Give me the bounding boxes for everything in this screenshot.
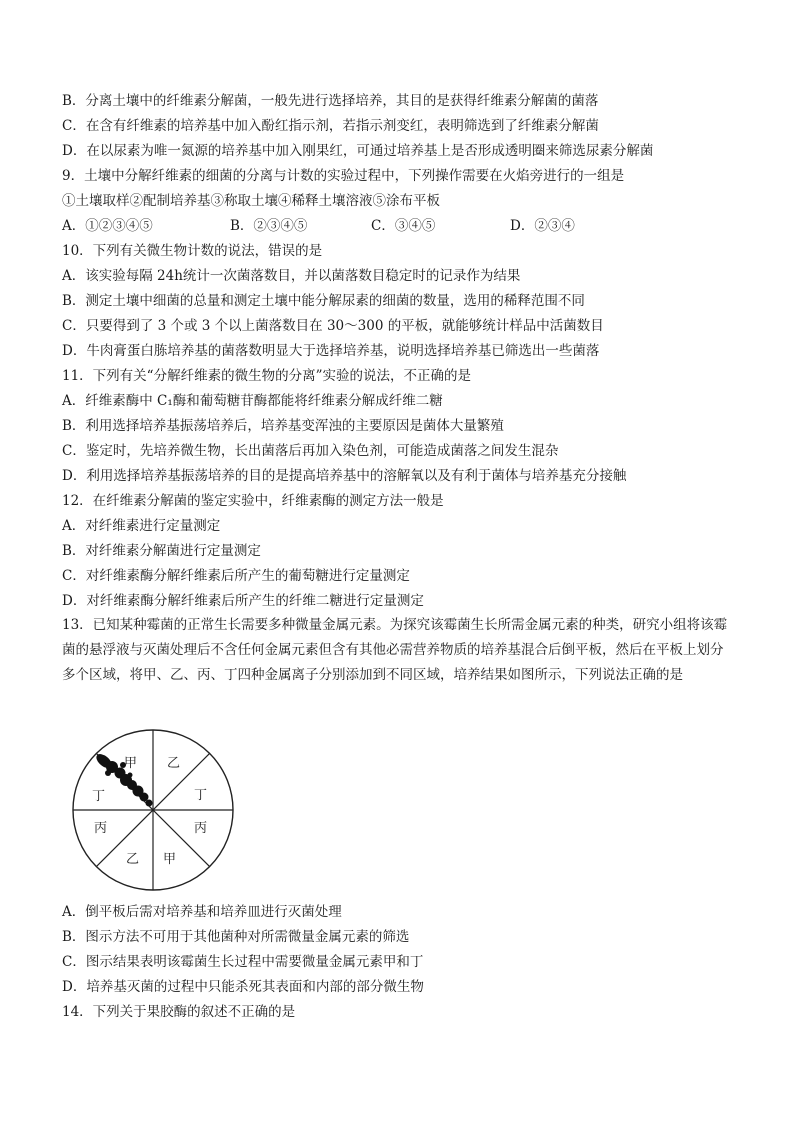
q13-option-d: D．培养基灭菌的过程中只能杀死其表面和内部的部分微生物 [62,979,424,995]
q12-option-d: D．对纤维素酶分解纤维素后所产生的纤维二糖进行定量测定 [62,593,424,609]
segment-label-6: 乙 [126,852,140,867]
segment-label-3: 丁 [194,788,208,803]
q11-option-b: B．利用选择培养基振荡培养后，培养基变浑浊的主要原因是菌体大量繁殖 [62,418,504,434]
q9-stem: 9．土壤中分解纤维素的细菌的分离与计数的实验过程中，下列操作需要在火焰旁进行的一组是 [62,168,625,184]
q13-option-c: C．图示结果表明该霉菌生长过程中需要微量金属元素甲和丁 [62,954,424,970]
segment-label-8: 丁 [92,789,106,804]
q9-steps: ①土壤取样②配制培养基③称取土壤④稀释土壤溶液⑤涂布平板 [62,193,440,209]
q9-option-d: D．②③④ [510,218,575,234]
petri-dish-svg [68,725,238,895]
q9-option-b: B．②③④⑤ [230,218,308,234]
q10-option-b: B．测定土壤中细菌的总量和测定土壤中能分解尿素的细菌的数量，选用的稀释范围不同 [62,293,585,309]
segment-label-1: 甲 [124,756,138,771]
q11-option-c: C．鉴定时，先培养微生物，长出菌落后再加入染色剂，可能造成菌落之间发生混杂 [62,443,559,459]
q12-option-c: C．对纤维素酶分解纤维素后所产生的葡萄糖进行定量测定 [62,568,410,584]
q9-option-c: C．③④⑤ [371,218,436,234]
q11-option-d: D．利用选择培养基振荡培养的目的是提高培养基中的溶解氧以及有利于菌体与培养基充分接触 [62,468,627,484]
q9-option-a: A．①②③④⑤ [62,218,153,234]
q10-stem: 10．下列有关微生物计数的说法，错误的是 [62,243,323,259]
segment-label-7: 丙 [94,821,108,836]
segment-label-5: 甲 [163,852,177,867]
q12-option-b: B．对纤维素分解菌进行定量测定 [62,543,261,559]
q12-option-a: A．对纤维素进行定量测定 [62,518,221,534]
petri-dish-figure [68,725,238,895]
segment-label-4: 丙 [194,821,208,836]
q8-option-b: B．分离土壤中的纤维素分解菌，一般先进行选择培养，其目的是获得纤维素分解菌的菌落 [62,93,599,109]
q13-stem: 13．已知某种霉菌的正常生长需要多种微量金属元素。为探究该霉菌生长所需金属元素的种类，研究小组将该霉菌的悬浮液与灭菌处理后不含任何金属元素但含有其他必需营养物质的培养基混合后倒平板，然后在平板上划分多个区域，将甲、乙、丙、丁四种金属离子分别添加到不同区域，培养结果如图所示，下列说法正确的是 [62,617,728,683]
q13-option-b: B．图示方法不可用于其他菌种对所需微量金属元素的筛选 [62,929,410,945]
q12-stem: 12．在纤维素分解菌的鉴定实验中，纤维素酶的测定方法一般是 [62,493,444,509]
q11-option-a: A．纤维素酶中 C₁酶和葡萄糖苷酶都能将纤维素分解成纤维二糖 [62,393,443,409]
q13-option-a: A．倒平板后需对培养基和培养皿进行灭菌处理 [62,904,342,920]
q9-options [62,216,742,236]
q8-option-d: D．在以尿素为唯一氮源的培养基中加入刚果红，可通过培养基上是否形成透明圈来筛选尿素分解菌 [62,143,654,159]
q10-option-d: D．牛肉膏蛋白胨培养基的菌落数明显大于选择培养基，说明选择培养基已筛选出一些菌落 [62,343,600,359]
q10-option-c: C．只要得到了 3 个或 3 个以上菌落数目在 30～300 的平板，就能够统计样品中活菌数目 [62,318,604,334]
q10-option-a: A．该实验每隔 24h统计一次菌落数目，并以菌落数目稳定时的记录作为结果 [62,268,521,284]
q14-stem: 14．下列关于果胶酶的叙述不正确的是 [62,1004,296,1020]
segment-label-2: 乙 [167,756,181,771]
q11-stem: 11．下列有关“分解纤维素的微生物的分离”实验的说法，不正确的是 [62,368,471,384]
q8-option-c: C．在含有纤维素的培养基中加入酚红指示剂，若指示剂变红，表明筛选到了纤维素分解菌 [62,118,599,134]
